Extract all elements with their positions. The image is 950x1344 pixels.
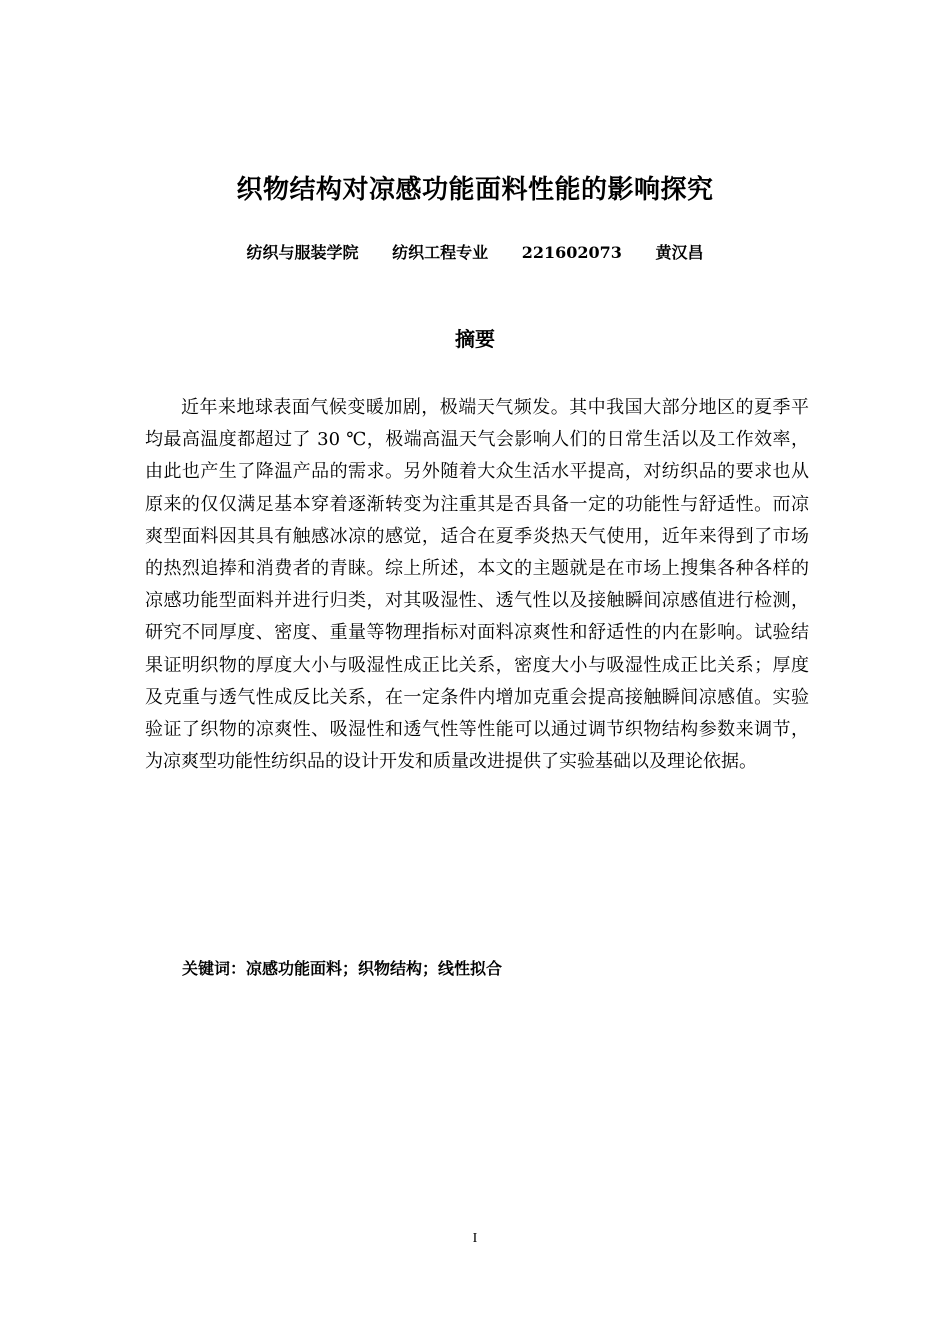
abstract-heading: 摘要: [455, 327, 495, 351]
college-name: 纺织与服装学院: [246, 243, 359, 262]
keywords-line: 关键词：凉感功能面料；织物结构；线性拟合: [182, 959, 503, 978]
author-name: 黄汉昌: [655, 243, 704, 262]
student-id: 221602073: [521, 243, 622, 262]
paper-title: 织物结构对凉感功能面料性能的影响探究: [236, 175, 714, 205]
abstract-paragraph: 近年来地球表面气候变暖加剧，极端天气频发。其中我国大部分地区的夏季平均最高温度都超过了 30 ℃，极端高温天气会影响人们的日常生活以及工作效率，由此也产生了降温产品的需求。另外随着大众生活水平提高，对纺织品的要求也从原来的仅仅满足基本穿着逐渐转变为注重其是否具备一定的功能性与舒适性。而凉爽型面料因其具有触感冰凉的感觉，适合在夏季炎热天气使用，近年来得到了市场的热烈追捧和消费者的青睐。综上所述，本文的主题就是在市场上搜集各种各样的凉感功能型面料并进行归类，对其吸湿性、透气性以及接触瞬间凉感值进行检测，研究不同厚度、密度、重量等物理指标对面料凉爽性和舒适性的内在影响。试验结果证明织物的厚度大小与吸湿性成正比关系，密度大小与吸湿性成正比关系；厚度及克重与透气性成反比关系，在一定条件内增加克重会提高接触瞬间凉感值。实验验证了织物的凉爽性、吸湿性和透气性等性能可以通过调节织物结构参数来调节，为凉爽型功能性纺织品的设计开发和质量改进提供了实验基础以及理论依据。: [145, 397, 809, 773]
major-name: 纺织工程专业: [392, 243, 489, 262]
author-byline: [0, 240, 950, 266]
page-number: I: [472, 1231, 478, 1246]
